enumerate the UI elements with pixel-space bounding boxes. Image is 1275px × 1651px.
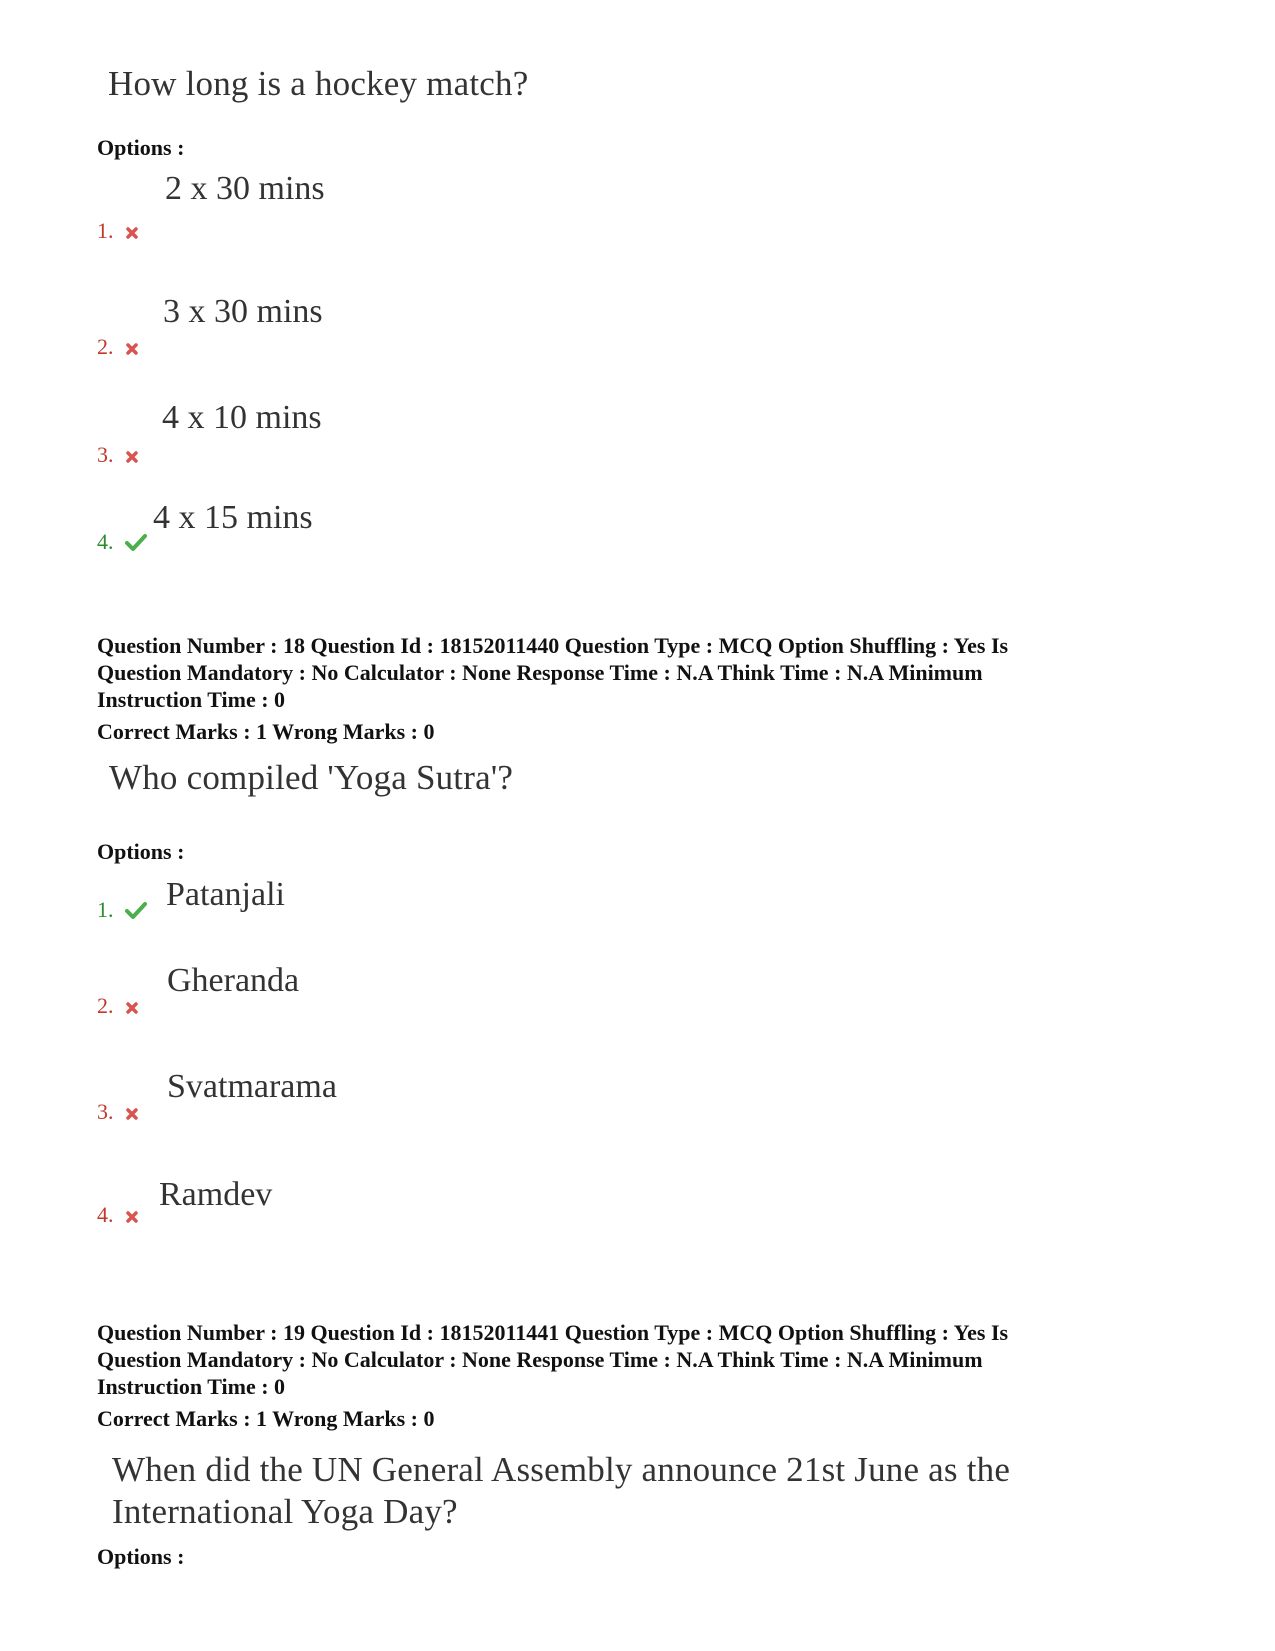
option-marker: [97, 897, 147, 925]
option-text: Gheranda: [167, 962, 300, 999]
check-icon: [125, 899, 147, 925]
check-icon: [125, 531, 147, 557]
option-number: 1.: [97, 218, 114, 243]
question-text: [112, 1449, 1010, 1533]
cross-icon: [125, 995, 139, 1021]
option-marker: [97, 442, 139, 470]
question-line: When did the UN General Assembly announce 21st June as the: [112, 1450, 1011, 1489]
option-marker: [97, 218, 139, 246]
option-number: 2.: [97, 993, 114, 1018]
meta-line: Instruction Time : 0: [97, 687, 286, 712]
option-number: 1.: [97, 897, 114, 922]
marks-info: Correct Marks : 1 Wrong Marks : 0: [97, 719, 435, 744]
meta-line: Question Number : 19 Question Id : 18152011441 Question Type : MCQ Option Shuffling : Yes Is: [97, 1320, 1009, 1345]
cross-icon: [125, 336, 139, 362]
options-label: Options :: [97, 135, 185, 160]
option-text: Patanjali: [166, 876, 285, 913]
question-meta: [97, 1319, 1008, 1400]
option-text: 3 x 30 mins: [163, 293, 323, 330]
cross-icon: [125, 444, 139, 470]
option-text: 2 x 30 mins: [165, 170, 325, 207]
option-number: 4.: [97, 1202, 114, 1227]
option-marker: [97, 334, 139, 362]
question-meta: [97, 632, 1008, 713]
option-marker: [97, 529, 147, 557]
marks-info: Correct Marks : 1 Wrong Marks : 0: [97, 1406, 435, 1431]
option-number: 2.: [97, 334, 114, 359]
cross-icon: [125, 1204, 139, 1230]
meta-line: Question Mandatory : No Calculator : None Response Time : N.A Think Time : N.A Minimum: [97, 660, 983, 685]
meta-line: Question Mandatory : No Calculator : None Response Time : N.A Think Time : N.A Minimum: [97, 1347, 983, 1372]
option-text: 4 x 15 mins: [153, 499, 313, 536]
option-marker: [97, 1099, 139, 1127]
option-text: Svatmarama: [167, 1068, 337, 1105]
options-label: Options :: [97, 839, 185, 864]
options-label: Options :: [97, 1544, 185, 1569]
option-text: Ramdev: [159, 1176, 273, 1213]
question-text: Who compiled 'Yoga Sutra'?: [109, 758, 514, 797]
option-number: 3.: [97, 1099, 114, 1124]
question-line: International Yoga Day?: [112, 1492, 458, 1531]
meta-line: Question Number : 18 Question Id : 18152011440 Question Type : MCQ Option Shuffling : Yes Is: [97, 633, 1009, 658]
option-number: 4.: [97, 529, 114, 554]
cross-icon: [125, 220, 139, 246]
option-number: 3.: [97, 442, 114, 467]
option-marker: [97, 993, 139, 1021]
option-text: 4 x 10 mins: [162, 399, 322, 436]
meta-line: Instruction Time : 0: [97, 1374, 286, 1399]
option-marker: [97, 1202, 139, 1230]
cross-icon: [125, 1101, 139, 1127]
question-text: How long is a hockey match?: [108, 64, 529, 103]
